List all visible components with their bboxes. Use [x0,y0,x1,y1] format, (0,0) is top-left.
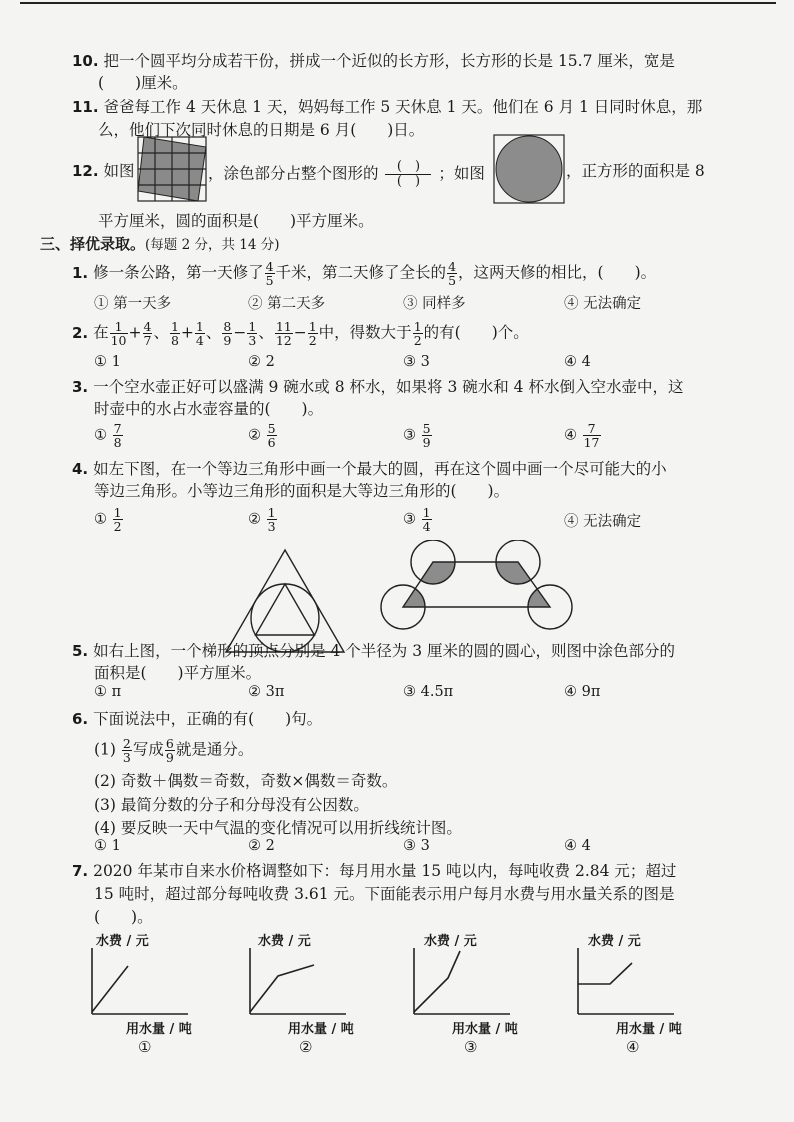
option-2[interactable]: ② 2 [248,838,275,854]
graph-3-ylabel: 水费 / 元 [424,934,477,949]
graph-1-xlabel: 用水量 / 吨 [126,1022,192,1037]
option-4[interactable]: ④ 4 [564,354,591,370]
question-11 [72,96,702,118]
option-4[interactable]: ④ 无法确定 [564,296,642,312]
option-3[interactable]: ③ 3 [403,838,430,854]
option-1[interactable]: ① $\frac{1}{2}$ [94,505,122,534]
mc-question-7-line2: 15 吨时，超过部分每吨收费 3.61 元。下面能表示用户每月水费与用水量关系的图是 [94,885,675,903]
fraction: $\frac{4}{5}$ [265,259,274,288]
option-2[interactable]: ② $\frac{1}{3}$ [248,505,276,534]
graph-3[interactable] [410,948,510,1018]
circle-in-square-figure [492,133,566,205]
mc-question-1: 1. 修一条公路，第一天修了 $\frac{4}{5}$ 千米，第二天修了全长的 $\frac{4}{5}$ ，这两天修的相比，( )。 [72,259,657,288]
option-1[interactable]: ① π [94,684,122,700]
option-4[interactable]: ④ 9π [564,684,601,700]
option-3[interactable]: ③ $\frac{5}{9}$ [403,421,431,450]
option-1[interactable]: ① 1 [94,354,121,370]
question-text: 如图 [103,162,135,180]
graph-2-option[interactable]: ② [299,1038,313,1056]
mc-question-7-line3: ( )。 [94,908,153,926]
statement-1: (1) $\frac{2}{3}$ 写成 $\frac{6}{9}$ 就是通分。 [94,736,254,765]
graph-1[interactable] [88,948,188,1018]
option-3[interactable]: ③ 4.5π [403,684,454,700]
graph-4-xlabel: 用水量 / 吨 [616,1022,682,1037]
mc-question-3-line2: 时壶中的水占水壶容量的( )。 [94,400,324,418]
mc-question-4-line2: 等边三角形。小等边三角形的面积是大等边三角形的( )。 [94,482,510,500]
mc-question-5-line2: 面积是( )平方厘米。 [94,664,262,682]
graph-2-xlabel: 用水量 / 吨 [288,1022,354,1037]
question-text: ；如图 [438,164,485,183]
mc-question-3: 3. 一个空水壶正好可以盛满 9 碗水或 8 杯水，如果将 3 碗水和 4 杯水倒入空水壶中，这 [72,378,684,396]
question-10-line2: ( )厘米。 [98,74,188,92]
statement-3: (3) 最简分数的分子和分母没有公因数。 [94,796,369,814]
option-1[interactable]: ① 1 [94,838,121,854]
option-2[interactable]: ② 2 [248,354,275,370]
mc-question-2: 2. 在 $\frac{1}{10}$ + $\frac{4}{7}$ 、 $\frac{1}{8}$ + $\frac{1}{4}$ 、 $\frac{8}{9}$ − $\frac{1}{3}$ 、 $\frac{11}{12}$ − $\frac{1}{2}$ 中，得数大于 $\frac{1}{2}$ 的有( )个。 [72,319,529,348]
answer-blank-fraction[interactable]: ( ) ( ) [385,160,431,189]
grid-square-figure [136,135,208,203]
question-11-line2: 么，他们下次同时休息的日期是 6 月( )日。 [98,121,425,139]
graph-1-ylabel: 水费 / 元 [96,934,149,949]
option-3[interactable]: ③ $\frac{1}{4}$ [403,505,431,534]
option-2[interactable]: ② $\frac{5}{6}$ [248,421,276,450]
question-number: 10. [72,52,99,70]
statement-2: (2) 奇数＋偶数＝奇数，奇数×偶数＝奇数。 [94,772,398,790]
option-4[interactable]: ④ 4 [564,838,591,854]
graph-4[interactable] [574,948,674,1018]
question-10 [72,50,675,72]
trapezoid-circles-figure [378,540,578,650]
section-title: 三、择优录取。(每题 2 分，共 14 分) [40,235,280,253]
question-12-tail: ，正方形的面积是 8 [566,162,705,180]
question-number: 11. [72,98,99,116]
graph-3-option[interactable]: ③ [464,1038,478,1056]
question-12 [72,160,135,182]
question-number: 12. [72,162,99,180]
statement-4: (4) 要反映一天中气温的变化情况可以用折线统计图。 [94,819,462,837]
question-12-line2: 平方厘米，圆的面积是( )平方厘米。 [98,212,374,230]
question-12-part [208,160,485,189]
graph-4-option[interactable]: ④ [626,1038,640,1056]
graph-3-xlabel: 用水量 / 吨 [452,1022,518,1037]
graph-2-ylabel: 水费 / 元 [258,934,311,949]
option-1[interactable]: ① $\frac{7}{8}$ [94,421,122,450]
option-4[interactable]: ④ 无法确定 [564,514,642,530]
mc-question-5: 5. 如右上图，一个梯形的顶点分别是 4 个半径为 3 厘米的圆的圆心，则图中涂色部分的 [72,642,676,660]
question-text: ，涂色部分占整个图形的 [208,164,379,183]
question-text: 爸爸每工作 4 天休息 1 天，妈妈每工作 5 天休息 1 天。他们在 6 月 1 日同时休息，那 [103,98,703,116]
graph-1-option[interactable]: ① [138,1038,152,1056]
mc-question-7: 7. 2020 年某市自来水价格调整如下：每月用水量 15 吨以内，每吨收费 2.84 元；超过 [72,862,677,880]
fraction: $\frac{4}{5}$ [448,259,457,288]
top-rule [20,2,776,4]
graph-4-ylabel: 水费 / 元 [588,934,641,949]
mc-question-4: 4. 如左下图，在一个等边三角形中画一个最大的圆，再在这个圆中画一个尽可能大的小 [72,460,667,478]
option-1[interactable]: ① 第一天多 [94,296,172,312]
option-3[interactable]: ③ 同样多 [403,296,466,312]
question-text: 把一个圆平均分成若干份，拼成一个近似的长方形，长方形的长是 15.7 厘米，宽是 [103,52,675,70]
graph-2[interactable] [246,948,346,1018]
mc-question-6: 6. 下面说法中，正确的有( )句。 [72,710,323,728]
option-4[interactable]: ④ $\frac{7}{17}$ [564,421,600,450]
option-2[interactable]: ② 第二天多 [248,296,326,312]
option-2[interactable]: ② 3π [248,684,285,700]
option-3[interactable]: ③ 3 [403,354,430,370]
